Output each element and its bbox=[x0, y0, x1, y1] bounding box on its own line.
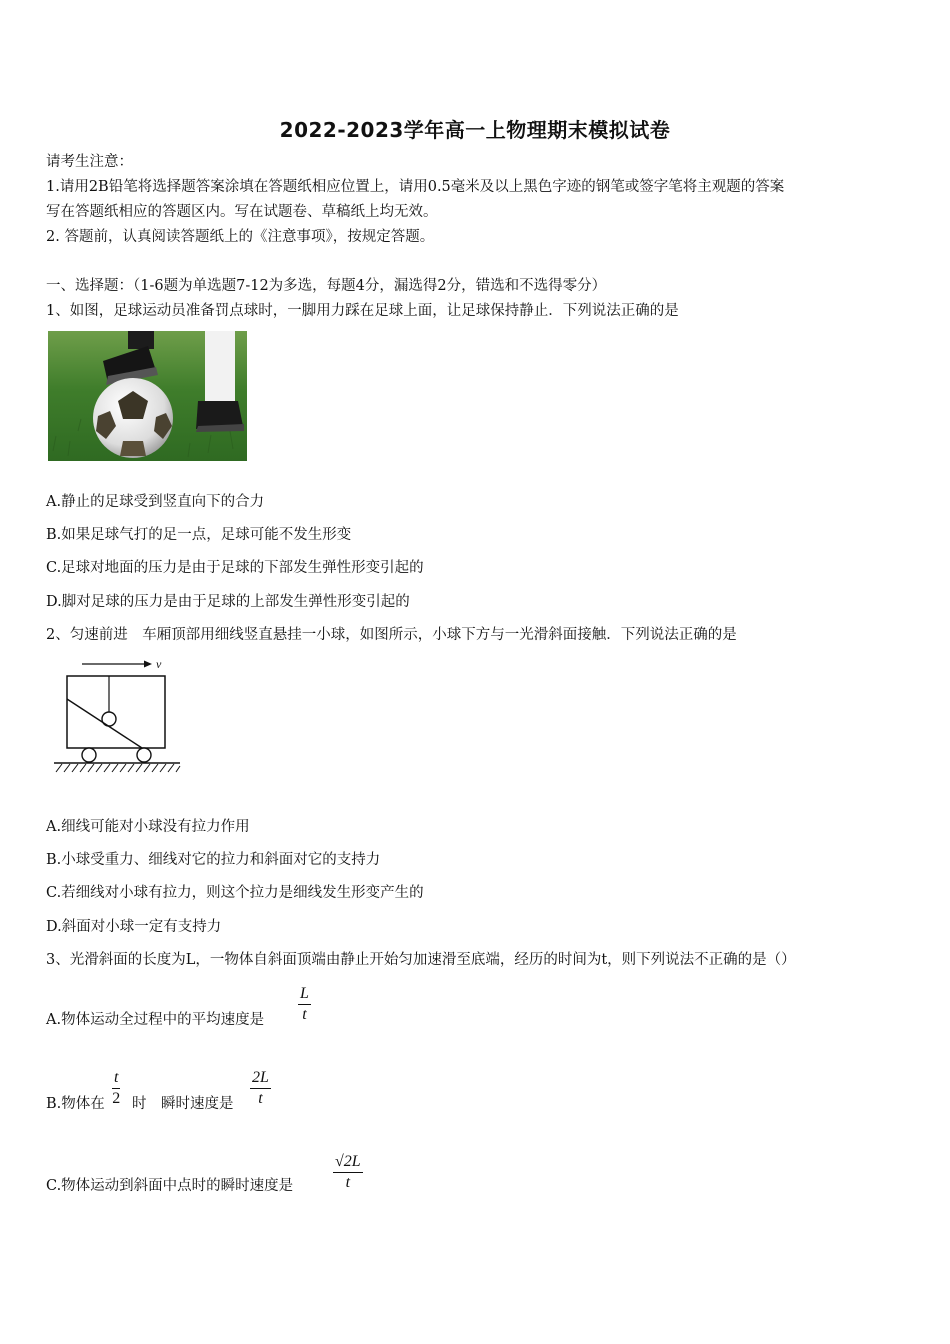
question-3-stem: 3、光滑斜面的长度为L，一物体自斜面顶端由静止开始匀加速滑至底端，经历的时间为t，则下列说法不正确的是（） bbox=[46, 952, 796, 968]
fraction-numerator: √2L bbox=[333, 1153, 363, 1173]
fraction-denominator: t bbox=[302, 1006, 307, 1023]
q2-option-a: A.细线可能对小球没有拉力作用 bbox=[46, 819, 250, 835]
q3-option-c-fraction bbox=[333, 1153, 363, 1192]
train-car-diagram bbox=[52, 655, 182, 780]
q3-option-a-fraction bbox=[298, 985, 311, 1024]
q3-option-c: C.物体运动到斜面中点时的瞬时速度是 bbox=[46, 1178, 294, 1194]
notice-item-1: 1.请用2B铅笔将选择题答案涂填在答题纸相应位置上，请用0.5毫米及以上黑色字迹的钢笔或签字笔将主观题的答案 bbox=[46, 179, 785, 195]
q3-option-b-text: B.物体在 bbox=[46, 1096, 105, 1112]
question-1-stem: 1、如图，足球运动员准备罚点球时，一脚用力踩在足球上面，让足球保持静止．下列说法正确的是 bbox=[46, 303, 679, 319]
section-heading: 一、选择题：（1-6题为单选题7-12为多选，每题4分，漏选得2分，错选和不选得零分） bbox=[46, 278, 607, 294]
q3-option-b-fraction-2 bbox=[250, 1069, 271, 1108]
q2-option-c: C.若细线对小球有拉力，则这个拉力是细线发生形变产生的 bbox=[46, 885, 424, 901]
fraction-numerator: L bbox=[298, 985, 311, 1005]
soccer-photo-image bbox=[48, 331, 247, 461]
document-title: 2022-2023学年高一上物理期末模拟试卷 bbox=[279, 118, 671, 142]
velocity-label: v bbox=[156, 657, 162, 671]
fraction-denominator: t bbox=[258, 1090, 263, 1107]
q2-option-d: D.斜面对小球一定有支持力 bbox=[46, 919, 222, 935]
fraction-denominator: 2 bbox=[112, 1090, 121, 1107]
q3-option-b-fraction-1 bbox=[112, 1069, 120, 1108]
notice-item-1-cont: 写在答题纸相应的答题区内。写在试题卷、草稿纸上均无效。 bbox=[46, 204, 438, 220]
notice-item-2: 2. 答题前，认真阅读答题纸上的《注意事项》，按规定答题。 bbox=[46, 229, 435, 245]
notice-heading: 请考生注意： bbox=[46, 154, 133, 170]
q1-option-c: C.足球对地面的压力是由于足球的下部发生弹性形变引起的 bbox=[46, 560, 424, 576]
fraction-denominator: t bbox=[345, 1174, 351, 1191]
q1-option-b: B.如果足球气打的足一点，足球可能不发生形变 bbox=[46, 527, 352, 543]
q2-option-b: B.小球受重力、细线对它的拉力和斜面对它的支持力 bbox=[46, 852, 381, 868]
soccer-photo bbox=[48, 331, 247, 461]
q3-option-a: A.物体运动全过程中的平均速度是 bbox=[46, 1012, 265, 1028]
q1-option-a: A.静止的足球受到竖直向下的合力 bbox=[46, 494, 265, 510]
q3-option-b-text-2: 时 瞬时速度是 bbox=[132, 1096, 234, 1112]
question-2-stem: 2、匀速前进 车厢顶部用细线竖直悬挂一小球，如图所示，小球下方与一光滑斜面接触．下列说法正确的是 bbox=[46, 627, 737, 643]
q1-option-d: D.脚对足球的压力是由于足球的上部发生弹性形变引起的 bbox=[46, 594, 410, 610]
fraction-numerator: t bbox=[112, 1069, 120, 1089]
fraction-numerator: 2L bbox=[250, 1069, 271, 1089]
